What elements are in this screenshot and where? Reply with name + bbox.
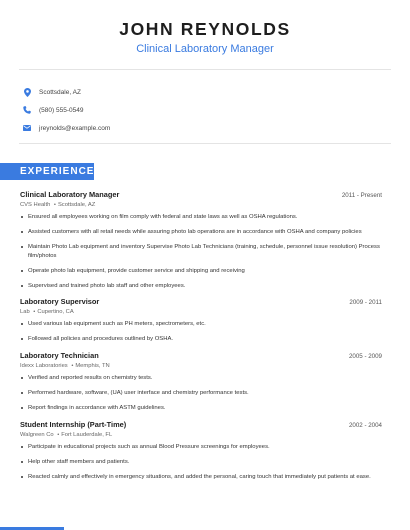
location-pin-icon xyxy=(22,87,32,97)
job-title: Student Internship (Part-Time) xyxy=(20,420,127,429)
bullet-item: Assisted customers with all retail needs while assuring photo lab operations are in accordance with OSHA and company policies xyxy=(20,228,382,237)
bullet-item: Performed hardware, software, (UA) user interface and chemistry performance tests. xyxy=(20,389,382,398)
job-entry xyxy=(20,297,382,350)
job-location: Memphis, TN xyxy=(75,363,110,369)
job-company: CVS Health xyxy=(20,202,51,208)
bullet-item: Report findings in accordance with ASTM guidelines. xyxy=(20,404,382,413)
job-bullets xyxy=(20,443,382,482)
job-company: Idexx Laboratories xyxy=(20,363,68,369)
job-location: Cupertino, CA xyxy=(37,309,74,315)
job-location: Fort Lauderdale, FL xyxy=(61,432,113,438)
candidate-name: JOHN REYNOLDS xyxy=(119,19,291,39)
contact-email-text[interactable]: jreynolds@example.com xyxy=(39,124,111,132)
job-entry xyxy=(20,190,382,297)
job-company-line: CVS Health • Scottsdale, AZ xyxy=(20,202,96,208)
job-dates: 2011 - Present xyxy=(341,192,382,199)
job-title: Clinical Laboratory Manager xyxy=(20,190,120,199)
bullet-item: Ensured all employees working on film comply with federal and state laws as well as OSHA regulations. xyxy=(20,213,382,222)
bullet-item: Maintain Photo Lab equipment and inventory Supervise Photo Lab Technicians (training, schedule, personnel issue resolution) Process film/photos xyxy=(20,243,382,260)
job-title: Laboratory Technician xyxy=(20,351,99,360)
job-company: Lab xyxy=(20,309,30,315)
bullet-item: Help other staff members and patients. xyxy=(20,458,382,467)
job-location: Scottsdale, AZ xyxy=(57,202,96,208)
job-title: Laboratory Supervisor xyxy=(20,297,100,306)
job-company: Walgreen Co xyxy=(20,432,54,438)
bullet-item: Followed all policies and procedures outlined by OSHA. xyxy=(20,335,382,344)
contact-location-text: Scottsdale, AZ xyxy=(39,88,81,96)
contact-phone-text: (580) 555-0549 xyxy=(39,106,84,114)
job-company-line: Walgreen Co • Fort Lauderdale, FL xyxy=(20,432,113,438)
job-bullets xyxy=(20,320,382,344)
contact-location xyxy=(22,83,110,101)
bullet-item: Used various lab equipment such as PH meters, spectrometers, etc. xyxy=(20,320,382,329)
job-company-line: Lab • Cupertino, CA xyxy=(20,309,74,315)
bullet-item: Reacted calmly and effectively in emergency situations, and added the personal, caring touch that immediately put patients at ease. xyxy=(20,473,382,482)
bullet-item: Supervised and trained photo lab staff and other employees. xyxy=(20,282,382,291)
resume-header xyxy=(0,0,410,56)
section-title-experience: EXPERIENCE xyxy=(20,166,95,177)
job-dates: 2002 - 2004 xyxy=(348,422,382,429)
contact-phone xyxy=(22,101,110,119)
job-bullets xyxy=(20,374,382,413)
job-entry xyxy=(20,420,382,488)
job-company-line: Idexx Laboratories • Memphis, TN xyxy=(20,363,110,369)
email-icon xyxy=(22,123,32,133)
contact-email[interactable] xyxy=(22,119,110,137)
phone-icon xyxy=(22,105,32,115)
job-bullets xyxy=(20,213,382,290)
bullet-item: Operate photo lab equipment, provide customer service and shipping and receiving xyxy=(20,267,382,276)
bullet-item: Verified and reported results on chemistry tests. xyxy=(20,374,382,383)
contact-list xyxy=(22,83,110,137)
bullet-item: Participate in educational projects such as annual Blood Pressure screenings for employees. xyxy=(20,443,382,452)
job-dates: 2009 - 2011 xyxy=(349,299,382,306)
job-dates: 2005 - 2009 xyxy=(348,353,382,360)
header-divider xyxy=(19,69,391,70)
candidate-title: Clinical Laboratory Manager xyxy=(136,43,274,55)
contact-divider xyxy=(19,143,391,144)
job-entry xyxy=(20,351,382,419)
